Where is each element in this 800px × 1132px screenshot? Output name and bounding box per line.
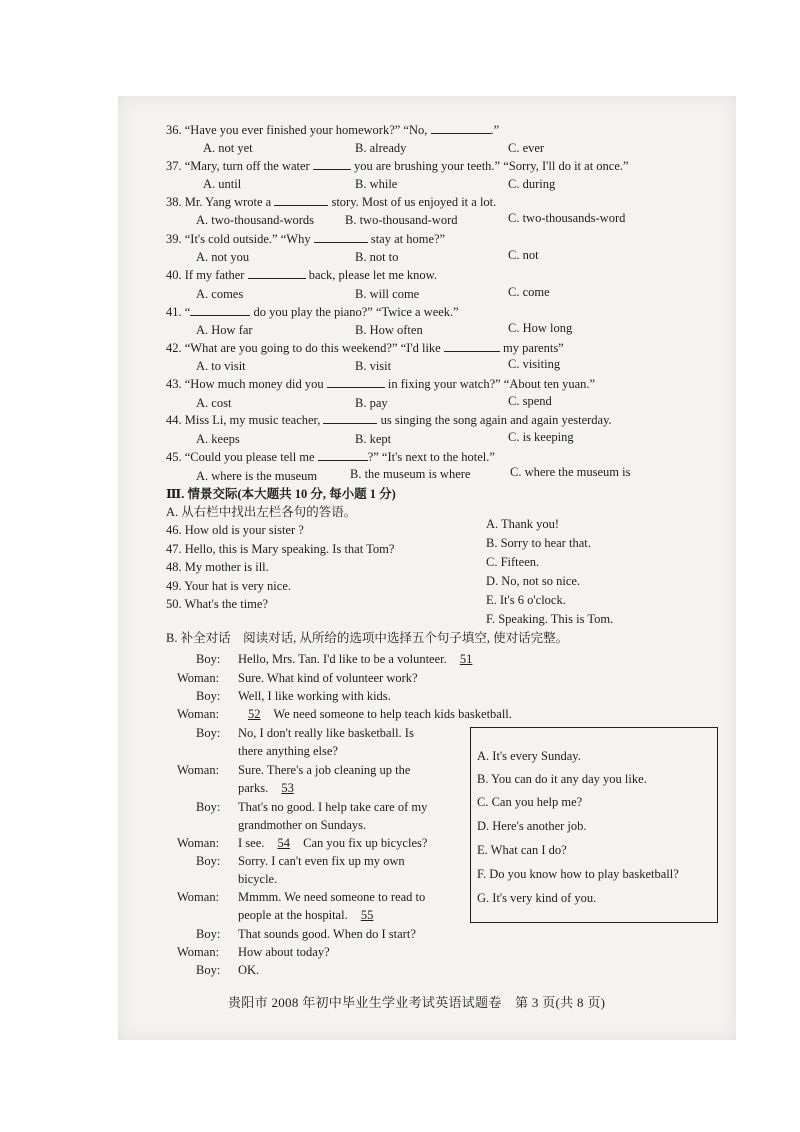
speaker-woman: Woman: xyxy=(177,945,220,959)
match-left-48: 48. My mother is ill. xyxy=(166,560,269,574)
option-c: C. spend xyxy=(508,394,552,408)
box-option-e: E. What can I do? xyxy=(477,843,567,857)
question-stem: 37. “Mary, turn off the water you are brushing your teeth.” “Sorry, I'll do it at once.” xyxy=(166,159,629,173)
options-box xyxy=(470,727,718,923)
option-b: B. visit xyxy=(355,359,392,373)
dialogue-line: I see. 54 Can you fix up bicycles? xyxy=(238,836,428,850)
box-option-d: D. Here's another job. xyxy=(477,819,587,833)
dialogue-line: Sure. What kind of volunteer work? xyxy=(238,671,418,685)
dialogue-line: Well, I like working with kids. xyxy=(238,689,391,703)
option-c: C. is keeping xyxy=(508,430,574,444)
question-stem: 44. Miss Li, my music teacher, us singing the song again and again yesterday. xyxy=(166,413,612,427)
speaker-woman: Woman: xyxy=(177,836,220,850)
question-stem: 36. “Have you ever finished your homework?” “No, .” xyxy=(166,123,500,137)
speaker-boy: Boy: xyxy=(196,927,221,941)
option-a: A. cost xyxy=(196,396,232,410)
question-stem: 40. If my father back, please let me know. xyxy=(166,268,438,282)
question-stem: 41. “ do you play the piano?” “Twice a week.” xyxy=(166,305,459,319)
question-stem: 42. “What are you going to do this weekend?” “I'd like my parents” xyxy=(166,341,564,355)
option-c: C. visiting xyxy=(508,357,561,371)
dialogue-line: OK. xyxy=(238,963,260,977)
box-option-g: G. It's very kind of you. xyxy=(477,891,597,905)
question-stem: 39. “It's cold outside.” “Why stay at home?” xyxy=(166,232,446,246)
speaker-woman: Woman: xyxy=(177,707,220,721)
speaker-woman: Woman: xyxy=(177,763,220,777)
speaker-woman: Woman: xyxy=(177,671,220,685)
speaker-boy: Boy: xyxy=(196,963,221,977)
option-a: A. to visit xyxy=(196,359,246,373)
option-a: A. comes xyxy=(196,287,244,301)
option-c: C. two-thousands-word xyxy=(508,211,626,225)
dialogue-line: 52 We need someone to help teach kids basketball. xyxy=(248,707,512,721)
option-b: B. two-thousand-word xyxy=(345,213,458,227)
option-a: A. How far xyxy=(196,323,253,337)
option-a: A. where is the museum xyxy=(196,469,318,483)
box-option-b: B. You can do it any day you like. xyxy=(477,772,647,786)
option-a: A. two-thousand-words xyxy=(196,213,315,227)
dialogue-line: Sure. There's a job cleaning up the xyxy=(238,763,411,777)
option-a: A. not yet xyxy=(203,141,253,155)
dialogue-line: No, I don't really like basketball. Is xyxy=(238,726,414,740)
dialogue-line: parks. 53 xyxy=(238,781,294,795)
speaker-woman: Woman: xyxy=(177,890,220,904)
option-b: B. How often xyxy=(355,323,423,337)
match-left-49: 49. Your hat is very nice. xyxy=(166,579,291,593)
match-left-47: 47. Hello, this is Mary speaking. Is that Tom? xyxy=(166,542,395,556)
question-stem: 38. Mr. Yang wrote a story. Most of us enjoyed it a lot. xyxy=(166,195,497,209)
option-b: B. already xyxy=(355,141,407,155)
dialogue-line: Mmmm. We need someone to read to xyxy=(238,890,426,904)
section-title: Ⅲ. 情景交际(本大题共 10 分, 每小题 1 分) xyxy=(166,487,396,501)
dialogue-line: Hello, Mrs. Tan. I'd like to be a volunteer. 51 xyxy=(238,652,473,666)
option-c: C. come xyxy=(508,285,550,299)
speaker-boy: Boy: xyxy=(196,854,221,868)
question-stem: 43. “How much money did you in fixing your watch?” “About ten yuan.” xyxy=(166,377,596,391)
option-b: B. while xyxy=(355,177,398,191)
match-right-b: B. Sorry to hear that. xyxy=(486,536,591,550)
option-b: B. kept xyxy=(355,432,392,446)
speaker-boy: Boy: xyxy=(196,652,221,666)
match-right-c: C. Fifteen. xyxy=(486,555,540,569)
page-footer: 贵阳市 2008 年初中毕业生学业考试英语试题卷 第 3 页(共 8 页) xyxy=(228,995,606,1010)
speaker-boy: Boy: xyxy=(196,726,221,740)
option-b: B. the museum is where xyxy=(350,467,471,481)
option-b: B. will come xyxy=(355,287,420,301)
option-a: A. until xyxy=(203,177,242,191)
option-c: C. How long xyxy=(508,321,573,335)
dialogue-line: there anything else? xyxy=(238,744,338,758)
option-b: B. pay xyxy=(355,396,388,410)
dialogue-line: That's no good. I help take care of my xyxy=(238,800,428,814)
option-c: C. where the museum is xyxy=(510,465,631,479)
box-option-a: A. It's every Sunday. xyxy=(477,749,581,763)
match-right-e: E. It's 6 o'clock. xyxy=(486,593,566,607)
option-c: C. ever xyxy=(508,141,545,155)
part-a-title: A. 从右栏中找出左栏各句的答语。 xyxy=(166,505,357,519)
speaker-boy: Boy: xyxy=(196,689,221,703)
option-c: C. during xyxy=(508,177,556,191)
speaker-boy: Boy: xyxy=(196,800,221,814)
box-option-f: F. Do you know how to play basketball? xyxy=(477,867,679,881)
option-a: A. not you xyxy=(196,250,250,264)
part-b-title: B. 补全对话 阅读对话, 从所给的选项中选择五个句子填空, 使对话完整。 xyxy=(166,631,569,645)
option-a: A. keeps xyxy=(196,432,240,446)
dialogue-line: That sounds good. When do I start? xyxy=(238,927,416,941)
match-right-a: A. Thank you! xyxy=(486,517,560,531)
dialogue-line: bicycle. xyxy=(238,872,278,886)
dialogue-line: How about today? xyxy=(238,945,330,959)
option-c: C. not xyxy=(508,248,539,262)
match-left-46: 46. How old is your sister ? xyxy=(166,523,304,537)
dialogue-line: people at the hospital. 55 xyxy=(238,908,374,922)
match-right-f: F. Speaking. This is Tom. xyxy=(486,612,614,626)
option-b: B. not to xyxy=(355,250,399,264)
match-left-50: 50. What's the time? xyxy=(166,597,268,611)
dialogue-line: grandmother on Sundays. xyxy=(238,818,367,832)
box-option-c: C. Can you help me? xyxy=(477,795,583,809)
dialogue-line: Sorry. I can't even fix up my own xyxy=(238,854,405,868)
match-right-d: D. No, not so nice. xyxy=(486,574,581,588)
question-stem: 45. “Could you please tell me ?” “It's next to the hotel.” xyxy=(166,450,495,464)
